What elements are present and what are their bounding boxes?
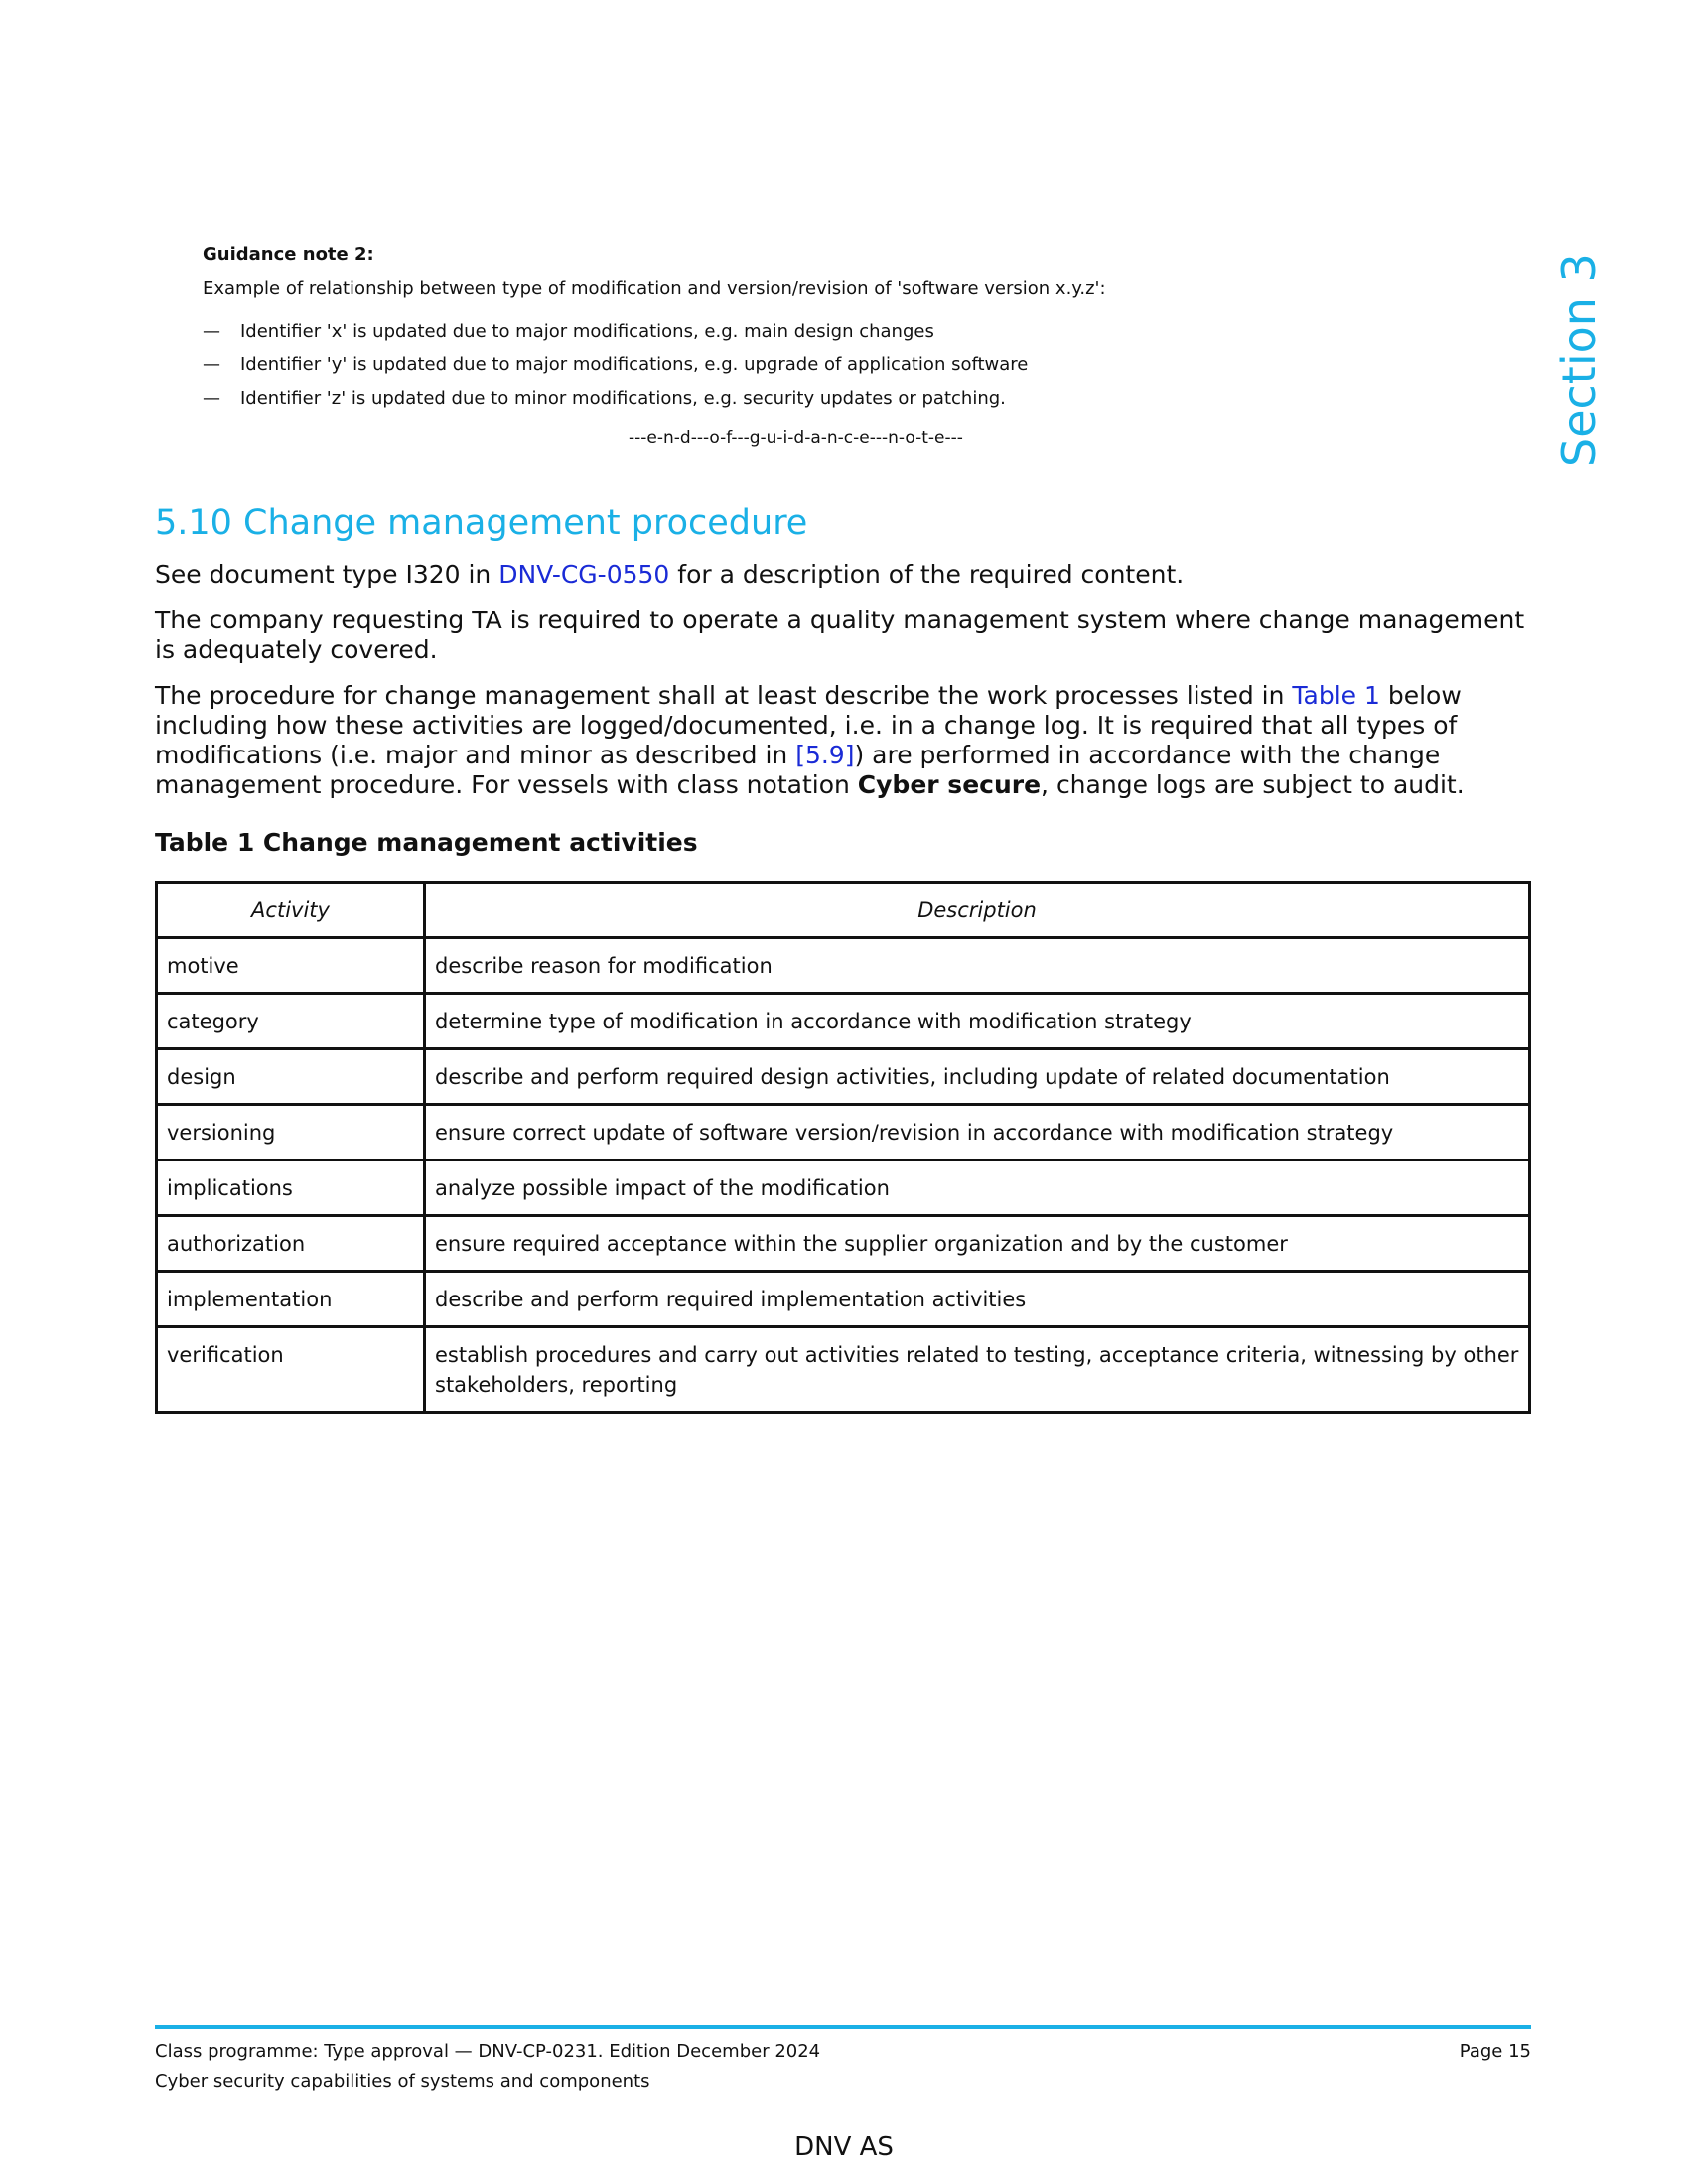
guidance-note-list — [203, 315, 1493, 416]
guidance-note-end: ---e-n-d---o-f---g-u-i-d-a-n-c-e---n-o-t-e--- — [629, 428, 963, 448]
link-5-9[interactable]: [5.9] — [795, 741, 855, 769]
header-activity: Activity — [157, 883, 425, 938]
guidance-note-intro: Example of relationship between type of modification and version/revision of 'software version x.y.z': — [203, 278, 1106, 299]
activity-cell: motive — [157, 938, 425, 994]
dash-bullet: — — [203, 388, 220, 409]
activity-cell: implications — [157, 1160, 425, 1216]
table-row — [157, 1105, 1530, 1160]
table-row — [157, 1160, 1530, 1216]
footer-row — [155, 2037, 1531, 2067]
description-cell: analyze possible impact of the modification — [425, 1160, 1530, 1216]
description-cell: describe and perform required design activities, including update of related documentation — [425, 1049, 1530, 1105]
table-row — [157, 1049, 1530, 1105]
table-row — [157, 1327, 1530, 1413]
paragraph-procedure — [155, 681, 1531, 800]
table-row — [157, 1272, 1530, 1327]
footer-subtitle: Cyber security capabilities of systems and components — [155, 2071, 650, 2092]
table-row — [157, 994, 1530, 1049]
page-footer — [155, 2025, 1531, 2097]
footer-divider — [155, 2025, 1531, 2029]
text: below including how these activities are logged/documented, i.e. in a change log. It is required that all types of modifications (i.e. major and minor as described in — [155, 681, 1462, 769]
table-row — [157, 938, 1530, 994]
list-item-text: Identifier 'x' is updated due to major modifications, e.g. main design changes — [240, 321, 934, 341]
list-item — [203, 348, 1493, 382]
text: for a description of the required content. — [669, 560, 1185, 589]
activity-cell: category — [157, 994, 425, 1049]
table-header-row — [157, 883, 1530, 938]
paragraph-document-type — [155, 560, 1531, 590]
guidance-note-title: Guidance note 2: — [203, 244, 374, 265]
description-cell: ensure required acceptance within the supplier organization and by the customer — [425, 1216, 1530, 1272]
description-cell: ensure correct update of software version/revision in accordance with modification strategy — [425, 1105, 1530, 1160]
class-notation: Cyber secure — [857, 770, 1042, 799]
text: See document type I320 in — [155, 560, 499, 589]
description-cell: describe and perform required implementation activities — [425, 1272, 1530, 1327]
list-item-text: Identifier 'z' is updated due to minor modifications, e.g. security updates or patching. — [240, 388, 1006, 409]
description-cell: establish procedures and carry out activities related to testing, acceptance criteria, witnessing by other stakeholders, reporting — [425, 1327, 1530, 1413]
header-description: Description — [425, 883, 1530, 938]
link-table-1[interactable]: Table 1 — [1292, 681, 1380, 710]
main-content — [155, 498, 1531, 1414]
section-heading: 5.10 Change management procedure — [155, 503, 808, 543]
page-number: Page 15 — [1459, 2041, 1531, 2062]
section-label: Section 3 — [1552, 253, 1606, 467]
dash-bullet: — — [203, 354, 220, 375]
text: ) are performed in accordance with the change management procedure. For vessels with class notation — [155, 741, 1441, 799]
activity-cell: versioning — [157, 1105, 425, 1160]
change-management-table — [155, 881, 1531, 1414]
table-row — [157, 1216, 1530, 1272]
list-item — [203, 315, 1493, 348]
list-item-text: Identifier 'y' is updated due to major modifications, e.g. upgrade of application software — [240, 354, 1029, 375]
description-cell: describe reason for modification — [425, 938, 1530, 994]
table-caption: Table 1 Change management activities — [155, 828, 698, 857]
activity-cell: authorization — [157, 1216, 425, 1272]
link-dnv-cg-0550[interactable]: DNV-CG-0550 — [498, 560, 670, 589]
dash-bullet: — — [203, 321, 220, 341]
footer-document-title: Class programme: Type approval — DNV-CP-0231. Edition December 2024 — [155, 2041, 821, 2062]
description-cell: determine type of modification in accordance with modification strategy — [425, 994, 1530, 1049]
activity-cell: design — [157, 1049, 425, 1105]
paragraph-quality-management: The company requesting TA is required to operate a quality management system where change management is adequately covered. — [155, 606, 1525, 664]
company-name: DNV AS — [794, 2132, 894, 2162]
list-item — [203, 382, 1493, 416]
text: The procedure for change management shall at least describe the work processes listed in — [155, 681, 1293, 710]
activity-cell: verification — [157, 1327, 425, 1413]
text: , change logs are subject to audit. — [1041, 770, 1465, 799]
activity-cell: implementation — [157, 1272, 425, 1327]
guidance-note — [203, 244, 1493, 448]
